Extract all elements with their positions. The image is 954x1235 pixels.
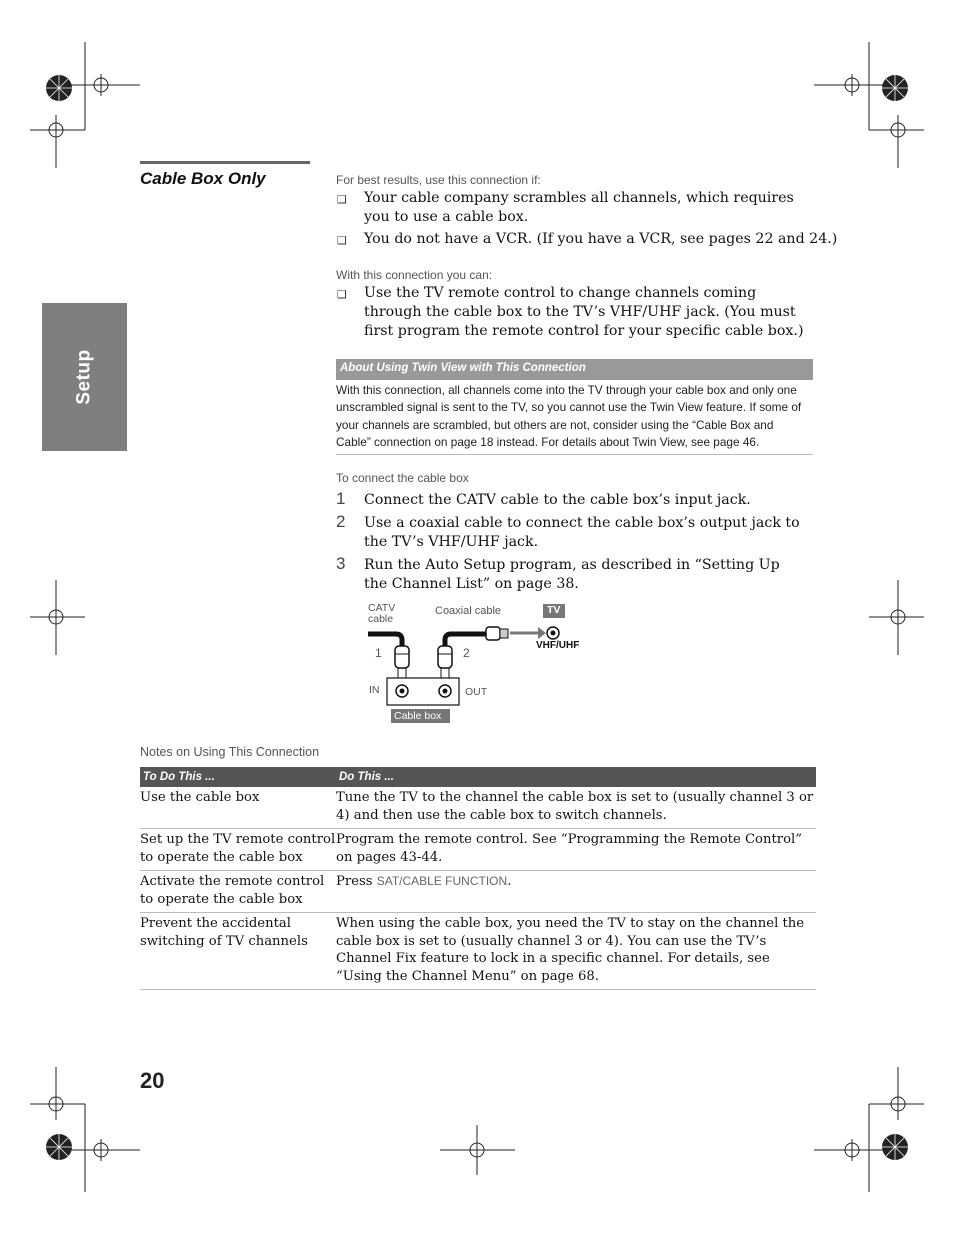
diagram-drawing [360, 598, 600, 728]
setup-side-tab [42, 303, 127, 451]
action-cell [336, 871, 816, 913]
table-row [140, 913, 816, 990]
checkbox-bullet-icon: ❑ [337, 193, 347, 206]
checkbox-bullet-icon: ❑ [337, 234, 347, 247]
diagram-number-1: 1 [375, 646, 382, 660]
action-prefix: Press [336, 874, 377, 889]
todo-cell: Set up the TV remote control to operate the cable box [140, 829, 336, 871]
out-label: OUT [465, 686, 488, 698]
notes-table [140, 767, 816, 990]
twin-view-heading: About Using Twin View with This Connection [340, 362, 586, 374]
action-cell: Program the remote control. See “Programming the Remote Control” on pages 43-44. [336, 829, 816, 871]
sat-cable-function-key: SAT/CABLE FUNCTION [376, 874, 508, 888]
side-tab-label: Setup [73, 349, 95, 405]
table-header-row [140, 767, 816, 787]
todo-cell: Activate the remote control to operate the cable box [140, 871, 336, 913]
section-rule [140, 161, 310, 164]
catv-label-1: CATV [368, 602, 396, 614]
with-connection-bullet-1: Use the TV remote control to change channels coming through the cable box to the TV’s VHF/UHF jack. (You must first program the remote control for your specific cable box.) [364, 285, 804, 339]
table-header-action: Do This ... [336, 767, 816, 787]
step-text: Use a coaxial cable to connect the cable box’s output jack to the TV’s VHF/UHF jack. [364, 515, 800, 550]
with-connection-heading: With this connection you can: [336, 268, 493, 282]
cable-box-label: Cable box [394, 710, 442, 722]
step-number: 3 [336, 554, 346, 573]
best-results-heading: For best results, use this connection if: [336, 173, 541, 187]
table-row [140, 871, 816, 913]
twin-view-text: With this connection, all channels come into the TV through your cable box and only one unscrambled signal is sent to the TV, so you cannot use the Twin View feature. If some of your channels are scrambled, but others are not, consider using the “Cable Box and Cable” connection on page 18 instead. For details about Twin View, see page 46. [336, 383, 802, 450]
table-header-todo: To Do This ... [140, 767, 336, 787]
action-cell: When using the cable box, you need the TV to stay on the channel the cable box is set to (usually channel 3 or 4). You can use the TV’s Channel Fix feature to lock in a specific channel. For details, see “Using the Channel Menu” on page 68. [336, 913, 816, 990]
vhf-uhf-label: VHF/UHF [536, 640, 580, 651]
twin-view-heading-bar [336, 359, 813, 380]
connect-heading: To connect the cable box [336, 471, 469, 485]
step-number: 1 [336, 489, 346, 508]
step-text: Connect the CATV cable to the cable box’s input jack. [364, 492, 751, 508]
section-title: Cable Box Only [140, 169, 266, 188]
in-label: IN [369, 684, 380, 696]
best-results-bullet-1: Your cable company scrambles all channels, which requires you to use a cable box. [364, 190, 794, 225]
connection-diagram [360, 598, 600, 728]
table-row [140, 829, 816, 871]
diagram-number-2: 2 [463, 646, 470, 660]
todo-cell: Prevent the accidental switching of TV channels [140, 913, 336, 990]
twin-view-rule [336, 454, 813, 455]
notes-heading: Notes on Using This Connection [140, 745, 320, 759]
catv-label-2: cable [368, 613, 394, 625]
action-cell: Tune the TV to the channel the cable box is set to (usually channel 3 or 4) and then use the cable box to switch channels. [336, 787, 816, 829]
tv-label: TV [547, 604, 561, 616]
action-suffix: . [507, 874, 512, 889]
page-number: 20 [140, 1068, 165, 1093]
step-number: 2 [336, 512, 346, 531]
todo-cell: Use the cable box [140, 787, 336, 829]
table-row [140, 787, 816, 829]
checkbox-bullet-icon: ❑ [337, 288, 347, 301]
step-text: Run the Auto Setup program, as described in “Setting Up the Channel List” on page 38. [364, 557, 780, 592]
best-results-bullet-2: You do not have a VCR. (If you have a VCR, see pages 22 and 24.) [364, 231, 838, 247]
coaxial-label: Coaxial cable [435, 605, 502, 617]
